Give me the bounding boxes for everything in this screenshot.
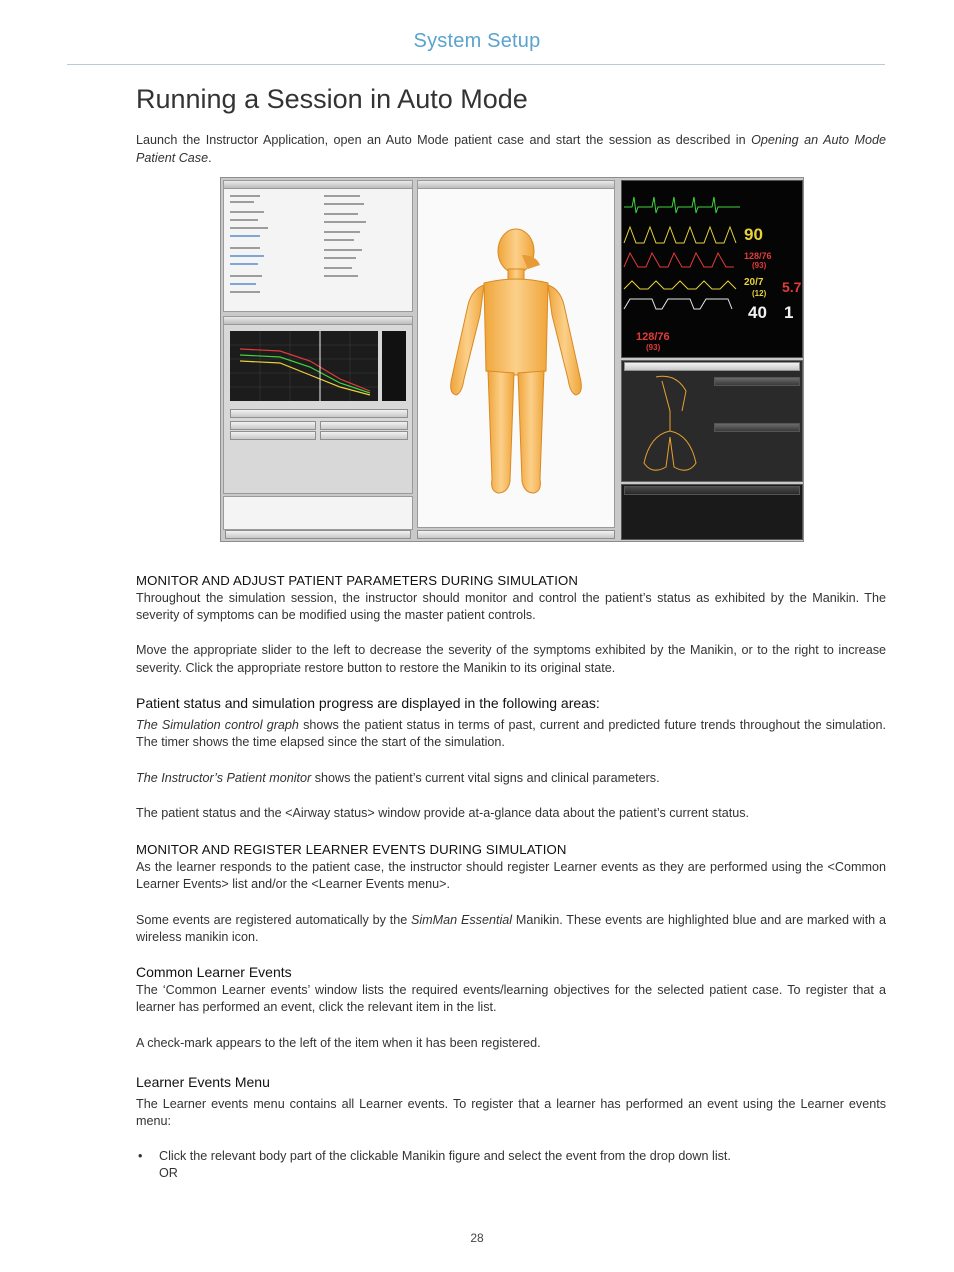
abp-value: 128/76 <box>744 251 772 261</box>
restore-button[interactable] <box>230 431 316 440</box>
simulation-control-graph <box>230 331 378 401</box>
page-number: 28 <box>470 1231 484 1245</box>
section-heading: Common Learner Events <box>136 964 292 980</box>
paragraph: Throughout the simulation session, the instructor should monitor and control the patient’s status as exhibited by the Manikin. The severity of symptoms can be modified using the master patient controls. <box>136 590 886 622</box>
restore-button[interactable] <box>230 421 316 430</box>
paragraph-text: Some events are registered automatically by the <box>136 912 411 927</box>
instructors-patient-monitor <box>621 180 803 358</box>
patient-status-bar <box>624 486 800 495</box>
paragraph: The ‘Common Learner events’ window lists the required events/learning objectives for the selected patient case. To register that a learner has performed an event, click the relevant item in the list. <box>136 982 886 1014</box>
paragraph-text: shows the patient’s current vital signs and clinical parameters. <box>311 770 660 785</box>
cardiac-output-value: 5.7 <box>782 279 802 295</box>
paragraph-text: Manikin. These events are highlighted blue and are marked with a wireless manikin icon. <box>136 912 886 944</box>
simulation-control-graph-ref: The Simulation control graph <box>136 717 299 732</box>
pap-value: 20/7 <box>744 277 764 288</box>
airway-diagram <box>626 371 716 481</box>
intro-reference: Opening an Auto Mode Patient Case <box>136 133 886 165</box>
panel-title-bar <box>224 317 412 325</box>
abp-mean: (93) <box>752 261 767 270</box>
section-monitor-adjust <box>136 572 886 677</box>
cpr-performance-bar[interactable] <box>417 530 615 539</box>
symptoms-header <box>714 377 800 386</box>
common-learner-events-panel <box>223 180 413 312</box>
panel-title-bar <box>224 181 412 189</box>
section-status-areas <box>136 695 886 823</box>
paragraph <box>136 717 886 752</box>
section-learner-events <box>136 841 886 947</box>
patient-status-window <box>621 484 803 540</box>
bullet-text: Click the relevant body part of the clickable Manikin figure and select the event from the drop down list. <box>159 1148 731 1163</box>
graph-legend <box>382 331 406 401</box>
paragraph: Move the appropriate slider to the left to decrease the severity of the symptoms exhibited by the Manikin, or to the right to increase severity. Click the appropriate restore button to restore the Manikin to its original state. <box>136 643 886 675</box>
intro-paragraph <box>136 132 886 167</box>
section-heading: Learner Events Menu <box>136 1074 270 1090</box>
paragraph-text: shows the patient status in terms of past, current and predicted future trends throughout the simulation. The timer shows the time elapsed since the start of the simulation. <box>136 717 886 749</box>
section-learner-events-menu <box>136 1074 886 1183</box>
paragraph: The Learner events menu contains all Learner events. To register that a learner has performed an event using the Learner events menu: <box>136 1096 886 1128</box>
severity-slider[interactable] <box>230 409 408 418</box>
paragraph <box>136 770 886 788</box>
paragraph: As the learner responds to the patient case, the instructor should register Learner events as they are performed using the <Common Learner Events> list and/or the <Learner Events menu>. <box>136 859 886 891</box>
page-title: Running a Session in Auto Mode <box>136 84 528 114</box>
section-heading: MONITOR AND REGISTER LEARNER EVENTS DURING SIMULATION <box>136 842 567 857</box>
clickable-manikin-figure[interactable] <box>418 181 614 527</box>
event-log-panel <box>223 496 413 530</box>
bottom-toolbar[interactable] <box>225 530 411 539</box>
airway-tabs[interactable] <box>624 362 800 371</box>
simulation-control-panel <box>223 316 413 494</box>
section-header: System Setup <box>413 30 541 52</box>
resistance-header <box>714 423 800 432</box>
nibp-mean: (93) <box>646 343 661 352</box>
bullet-icon: • <box>138 1148 143 1163</box>
section-heading: Patient status and simulation progress are displayed in the following areas: <box>136 695 600 711</box>
manikin-panel <box>417 180 615 528</box>
restore-button[interactable] <box>320 421 408 430</box>
paragraph: The patient status and the <Airway status> window provide at-a-glance data about the patient’s current status. <box>136 806 750 820</box>
intro-end: . <box>208 150 212 165</box>
spo2-value: 90 <box>744 225 763 244</box>
patient-monitor-ref: The Instructor’s Patient monitor <box>136 770 312 785</box>
header-rule <box>67 64 885 65</box>
trend-lines <box>230 331 378 401</box>
paragraph: A check-mark appears to the left of the item when it has been registered. <box>136 1035 541 1050</box>
etco2-value: 40 <box>748 303 767 322</box>
paragraph <box>136 912 886 947</box>
instructor-application-screenshot <box>220 177 804 542</box>
right-column <box>621 178 801 541</box>
section-common-learner-events <box>136 964 886 1052</box>
section-heading: MONITOR AND ADJUST PATIENT PARAMETERS DURING SIMULATION <box>136 573 578 588</box>
center-column <box>417 178 617 541</box>
product-name: SimMan Essential <box>410 912 513 927</box>
or-text: OR <box>159 1166 178 1180</box>
left-column <box>223 178 413 541</box>
nibp-value: 128/76 <box>636 331 670 343</box>
respiratory-rate-value: 1 <box>784 303 794 322</box>
pap-mean: (12) <box>752 289 767 298</box>
intro-text: Launch the Instructor Application, open an Auto Mode patient case and start the session as described in <box>136 133 752 147</box>
restore-button[interactable] <box>320 431 408 440</box>
airway-status-window <box>621 360 803 482</box>
bullet-item <box>136 1148 886 1183</box>
